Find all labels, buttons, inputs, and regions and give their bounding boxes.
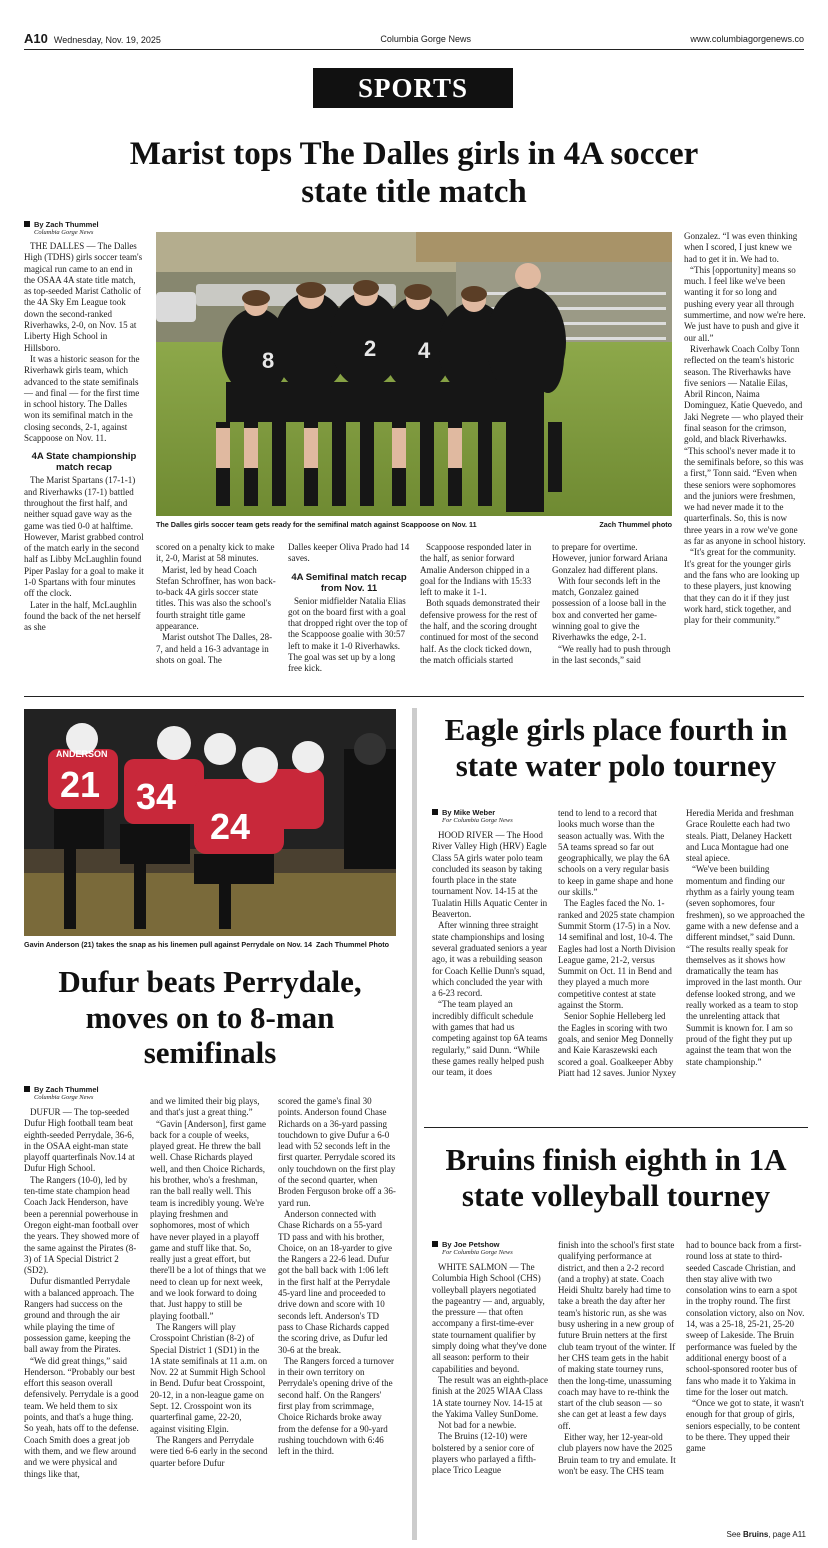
paragraph: to prepare for overtime. However, junior forward Ariana Gonzalez had different plans. xyxy=(552,542,668,575)
paragraph: had to bounce back from a first-round loss at state to third-seeded Cascade Christian, and then stay alive with two consolation wins to earn a spot in the trophy round. The first consolation victory, also on Nov. 14, was a 25-18, 25-21, 25-20 sweep of Lakeside. The Bruin performance was fueled by the additional energy boost of a school-sponsored rooter bus of fans who made it to Yakima in time for the loser out match. xyxy=(686,1240,805,1397)
story3-byline xyxy=(432,808,552,825)
paragraph: Gonzalez. “I was even thinking when I scored, I just knew we had to get it in. We had to. xyxy=(684,231,798,264)
paragraph: “The team played an incredibly difficult schedule with games that had us competing against top 6A teams regularly,” said Dunn. “While these games really helped push our team, it does xyxy=(432,999,548,1078)
story2-byline xyxy=(24,1085,144,1102)
byline-square-icon xyxy=(432,1241,438,1247)
paragraph: THE DALLES — The Dalles High (TDHS) girls soccer team's magical run came to an end in the OSAA 4A state title match, as top-seeded Marist Catholic of the 4A Sky Em League took down the second-ranked Riverhawks, 2-0, on Nov. 15 at Liberty High School in Hillsboro. xyxy=(24,241,143,353)
story1-col6 xyxy=(684,231,806,626)
story3-col2 xyxy=(558,808,676,1079)
byline-name: By Mike Weber xyxy=(442,808,496,817)
paragraph: Anderson connected with Chase Richards on a 55-yard TD pass and with his brother, Choice, on an 18-yarder to give the Rangers a 22-6 lead. Dufur got the ball back with 1:06 left in the first half at the Perrydale 45-yard line and proceeded to drive down and score with 10 seconds left. Anderson's TD pass to Chase Richards capped the scoring drive, as Dufur led 30-6 at the break. xyxy=(278,1208,392,1355)
paragraph: and we limited their big plays, and that's just a great thing.” xyxy=(150,1096,260,1118)
story1-headline: Marist tops The Dalles girls in 4A soccer state title match xyxy=(129,136,699,210)
paragraph: The result was an eighth-place finish at the 2025 WIAA Class 1A state tourney Nov. 14-15 at the Yakima Valley SunDome. xyxy=(432,1374,548,1419)
paragraph: Later in the half, McLaughlin found the back of the net herself as she xyxy=(24,599,141,633)
paragraph: Senior midfielder Natalia Elias got on the board first with a goal that dropped right over the top of the Scappoose goalie with 30:57 left to make it 1-0 Riverhawks. The goal was set up by a long free kick. xyxy=(288,595,408,674)
paragraph: tend to lend to a record that looks much worse than the season actually was. With the 5A teams spread so far out geographically, we play the 6A schools on a very regular basis to keep in game shape and hone our skills.” xyxy=(558,808,673,898)
byline-square-icon xyxy=(24,221,30,227)
byline-org: For Columbia Gorge News xyxy=(442,1249,513,1256)
story1-byline xyxy=(24,220,144,237)
paragraph: After winning three straight state championships and losing several graduated seniors a year ago, it was a rebuilding season for Coach Kellie Dunn's squad, which concluded the year with a 6-23 record. xyxy=(432,920,547,999)
story4-byline xyxy=(432,1240,552,1257)
paragraph: Both squads demonstrated their defensive prowess for the rest of the half, and the scoring drought continued for most of the second half. As the clock ticked down, the match officials started xyxy=(420,598,540,665)
byline-square-icon xyxy=(24,1086,30,1092)
paragraph: Either way, her 12-year-old club players now have the 2025 Bruin team to try and emulate. It won't be easy. The CHS team xyxy=(558,1432,676,1476)
byline-org: Columbia Gorge News xyxy=(34,229,94,236)
paragraph: “We really had to push through in the last seconds,” said xyxy=(552,643,671,665)
paragraph: The Eagles faced the No. 1-ranked and 2025 state champion Summit Storm (17-5) in a Nov. 14 semifinal and lost, 10-4. The Eagles had lost a North Division League game, 21-2, versus Summit on Oct. 11 in Bend and they played a much more competitive contest at state against the Storm. xyxy=(558,898,676,1011)
byline-name: By Joe Petshow xyxy=(442,1240,500,1249)
story1-col1 xyxy=(24,241,144,634)
divider xyxy=(424,1127,808,1128)
paragraph: The Bruins (12-10) were bolstered by a senior core of players who parlayed a fifth-place Trico League xyxy=(432,1431,536,1476)
story1-subhead-2: 4A Semifinal match recap from Nov. 11 xyxy=(291,571,407,594)
story2-photo-caption xyxy=(24,940,404,949)
paragraph: “Once we got to state, it wasn't enough for that group of girls, seniors especially, to be content to be there. They upped their game xyxy=(686,1398,804,1454)
paragraph: Dufur dismantled Perrydale with a balanced approach. The Rangers had success on the ground and through the air while playing the time of possession game, keeping the ball away from the Pirates. xyxy=(24,1276,135,1355)
story4-col2 xyxy=(558,1240,676,1477)
issue-date: Wednesday, Nov. 19, 2025 xyxy=(53,35,161,45)
photo-credit: Zach Thummel photo xyxy=(599,520,672,529)
caption-text: Gavin Anderson (21) takes the snap as his linemen pull against Perrydale on Nov. 14 xyxy=(24,940,312,949)
byline-square-icon xyxy=(432,809,438,815)
story1-col5 xyxy=(552,542,674,666)
story1-col2 xyxy=(156,542,278,666)
story1-col3 xyxy=(288,542,410,675)
paragraph: Riverhawk Coach Colby Tonn reflected on the team's historic season. The Riverhawks have five seniors — Natalie Eilas, Abril Rincon, Naima Dominguez, Katie Quevedo, and Jaki Negrete — who played their final season for the crimson, gold, and black Riverhawks. “This school's never made it to the semifinals before, so this was a first,” Tonn said. “Even when these seniors were sophomores and the juniors were freshmen, we had never made it to the quarterfinals. So, this is now three years in a row we've gone as far as anyone in school history. xyxy=(684,343,806,547)
paragraph: Heredia Merida and freshman Grace Roulette each had two steals. Piatt, Delaney Hackett and Luca Montague had one steal apiece. xyxy=(686,808,794,864)
jersey-number-2: 34 xyxy=(136,776,177,817)
byline-org: For Columbia Gorge News xyxy=(442,817,513,824)
story2-col3 xyxy=(278,1096,396,1458)
story2-col2 xyxy=(150,1096,268,1469)
paragraph: Marist, led by head Coach Stefan Schroffner, has won back-to-back 4A girls soccer state titles. This was also the school's fourth straight title game appearance. xyxy=(156,564,276,632)
paragraph: “This [opportunity] means so much. I feel like we've been wanting it for so long and pushing every year all through summertime, and now we're here. We just have to push and give it our all.” xyxy=(684,264,806,343)
svg-text:2: 2 xyxy=(364,336,377,361)
story4-headline: Bruins finish eighth in 1A state volleyball tourney xyxy=(445,1142,787,1213)
photo-credit: Zach Thummel Photo xyxy=(316,940,390,949)
paragraph: Not bad for a newbie. xyxy=(438,1420,517,1431)
paragraph: “We've been building momentum and finding our rhythm as a fairly young team (seven sophomores, four freshmen), so we approached the game with a new defense and a different mindset,” said Dunn. “The results really speak for themselves as it shows how dramatically the team has improved in the last month. Our defense looked strong, and we really worked as a team to stop the unrelenting attack that Summit is known for. I am so proud of the fight they put up against the team that won the state championship.” xyxy=(686,864,805,1067)
paragraph: The Rangers (10-0), led by ten-time state champion head Coach Jack Henderson, have been a perennial powerhouse in Oregon eight-man football over the years. They showed more of the same against the Pirates (8-3) of 1A Special District 2 (SD2). xyxy=(24,1174,140,1276)
paragraph: “We did great things,” said Henderson. “Probably our best effort this season overall defensively. Perrydale is a good team. We held them to six points, and that's a huge thing. So yeah, hats off to the defense. Coach Smith does a great job with them, and we flew around and we were physical and things like that, xyxy=(24,1355,139,1479)
paragraph: WHITE SALMON — The Columbia High School (CHS) volleyball players negotiated the pageantry — and, arguably, the pressure — that often accompany a first-time-ever state tournament qualifier by simply doing what they've done all season: perform to their capabilities and beyond. xyxy=(432,1262,547,1374)
page-number: A10 xyxy=(24,31,48,46)
paragraph: “Gavin [Anderson], first game back for a couple of weeks, played great. He threw the ball well. Chase Richards played well, and then Choice Richards, his brother, who's a freshman, ran the ball really well. This team is incredibly young. We're playing freshmen and sophomores, most of which have never played in a playoff game and stuff like that. So, really just a great effort, but there'll be a lot of things that we need to clean up for next week, and we look forward to doing that. Just happy to still be playing football.” xyxy=(150,1118,266,1321)
jersey-number-1: 21 xyxy=(60,764,101,805)
soccer-huddle-illustration xyxy=(156,232,672,516)
paragraph: DUFUR — The top-seeded Dufur High football team beat eighth-seeded Perrydale, 36-6, in the OSAA eight-man state playoff quarterfinals Nov.14 at Dufur High School. xyxy=(24,1107,135,1174)
page-folio xyxy=(24,32,804,50)
paragraph: “It's great for the community. It's great for the younger girls and the fans who are looking up to these players, just knowing that they can do it if they just work hard, stick together, and play for their community.” xyxy=(684,547,800,626)
story3-col1 xyxy=(432,830,548,1079)
paragraph: With four seconds left in the match, Gonzalez gained possession of a loose ball in the box and converted her game-winning goal to give the Riverhawks the edge, 2-1. xyxy=(552,575,666,643)
story3-headline: Eagle girls place fourth in state water polo tourney xyxy=(444,712,788,783)
paragraph: finish into the school's first state qualifying performance at district, and then a 2-2 record (and a trophy) at state. Coach Heidi Shultz barely had time to take a breath the day after her team's historic run, as she was busy ushering in a new group of future Bruin netters at the first club team tryout of the winter. If her CHS team gets in the habit of making state tourney runs, then the long-time, unassuming coach may have to re-think the start of the club season — so she can get at least a few days off. xyxy=(558,1240,676,1431)
story1-subhead: 4A State championship match recap xyxy=(31,451,137,474)
football-lineup-illustration xyxy=(24,709,396,936)
section-label: SPORTS xyxy=(313,68,513,108)
paragraph: The Rangers forced a turnover in their own territory on Perrydale's opening drive of the second half. On the Rangers' first play from scrimmage, Choice Richards broke away from the defense for a 90-yard rushing touchdown with 6:46 left in the third. xyxy=(278,1355,394,1457)
column-divider xyxy=(412,708,417,1540)
paragraph: scored on a penalty kick to make it, 2-0, Marist at 58 minutes. xyxy=(156,542,275,564)
jersey-name: ANDERSON xyxy=(56,749,108,759)
paragraph: scored the game's final 30 points. Anderson found Chase Richards on a 36-yard passing touchdown to give Dufur a 6-0 lead with 52 seconds left in the first quarter. Perrydale scored its only touchdown on the first play of the second quarter, when Broden Ferguson broke off a 36-yard run. xyxy=(278,1096,396,1208)
byline-org: Columbia Gorge News xyxy=(34,1094,94,1101)
paragraph: Dalles keeper Oliva Prado had 14 saves. xyxy=(288,542,410,564)
story1-col4 xyxy=(420,542,542,666)
paragraph: The Rangers will play Crosspoint Christian (8-2) of Special District 1 (SD1) in the 1A state semifinals at 11 a.m. on Nov. 22 at Summit High School in Bend. Dufur beat Crosspoint, 20-12, in a non-league game on Sept. 12. Crosspoint won its quarterfinal game, 22-20, against visiting Elgin. xyxy=(150,1321,268,1434)
paragraph: It was a historic season for the Riverhawk girls team, which advanced to the state semifinals — and final — for the first time in school history. The Dalles won its semifinal match in the closing seconds, 2-1, against Scappoose on Nov. 11. xyxy=(24,353,140,444)
paragraph: Senior Sophie Helleberg led the Eagles in scoring with two goals, and senior Meg Donnelly and Kaie Karaszewski each scored a goal. Goalkeeper Abby Piatt had 12 saves. Junior Nyxey xyxy=(558,1011,676,1078)
story4-jump-line[interactable]: See Bruins, page A11 xyxy=(726,1530,806,1539)
story4-col3 xyxy=(686,1240,806,1455)
svg-text:8: 8 xyxy=(262,348,275,373)
story2-headline: Dufur beats Perrydale, moves on to 8-man semifinals xyxy=(58,964,362,1071)
svg-text:4: 4 xyxy=(418,338,431,363)
story2-col1 xyxy=(24,1107,140,1480)
football-photo xyxy=(24,709,396,936)
paragraph: Marist outshot The Dalles, 28-7, and held a 16-3 advantage in shots on goal. The xyxy=(156,632,273,665)
caption-text: The Dalles girls soccer team gets ready for the semifinal match against Scappoose on Nov. 11 xyxy=(156,520,477,529)
soccer-team-photo xyxy=(156,232,672,516)
paragraph: The Marist Spartans (17-1-1) and Riverhawks (17-1) battled throughout the first half, and neither squad gave way as the game was tied 0-0 at halftime. However, Marist grabbed control of the match early in the second half as Libby McLaughlin found Piper Paslay for a goal to make it 1-0 Spartans with four minutes off the clock. xyxy=(24,475,144,599)
paper-name: Columbia Gorge News xyxy=(380,33,471,44)
paragraph: Scappoose responded later in the half, as senior forward Amalie Anderson chipped in a goal for the Indians with 15:33 left to make it 1-1. xyxy=(420,542,532,598)
story4-col1 xyxy=(432,1262,548,1477)
divider xyxy=(24,696,804,697)
paragraph: HOOD RIVER — The Hood River Valley High (HRV) Eagle Class 5A girls water polo team concluded its season by taking fourth place in the state tournament Nov. 14-15 at the Tualatin Hills Aquatic Center in Beaverton. xyxy=(432,830,548,920)
byline-name: By Zach Thummel xyxy=(34,1085,99,1094)
paragraph: The Rangers and Perrydale were tied 6-6 early in the second quarter before Dufur xyxy=(150,1434,268,1468)
story3-col3 xyxy=(686,808,806,1068)
website-url[interactable]: www.columbiagorgenews.co xyxy=(690,33,804,44)
jersey-number-3: 24 xyxy=(210,806,251,847)
story1-photo-caption xyxy=(156,520,672,529)
byline-name: By Zach Thummel xyxy=(34,220,99,229)
